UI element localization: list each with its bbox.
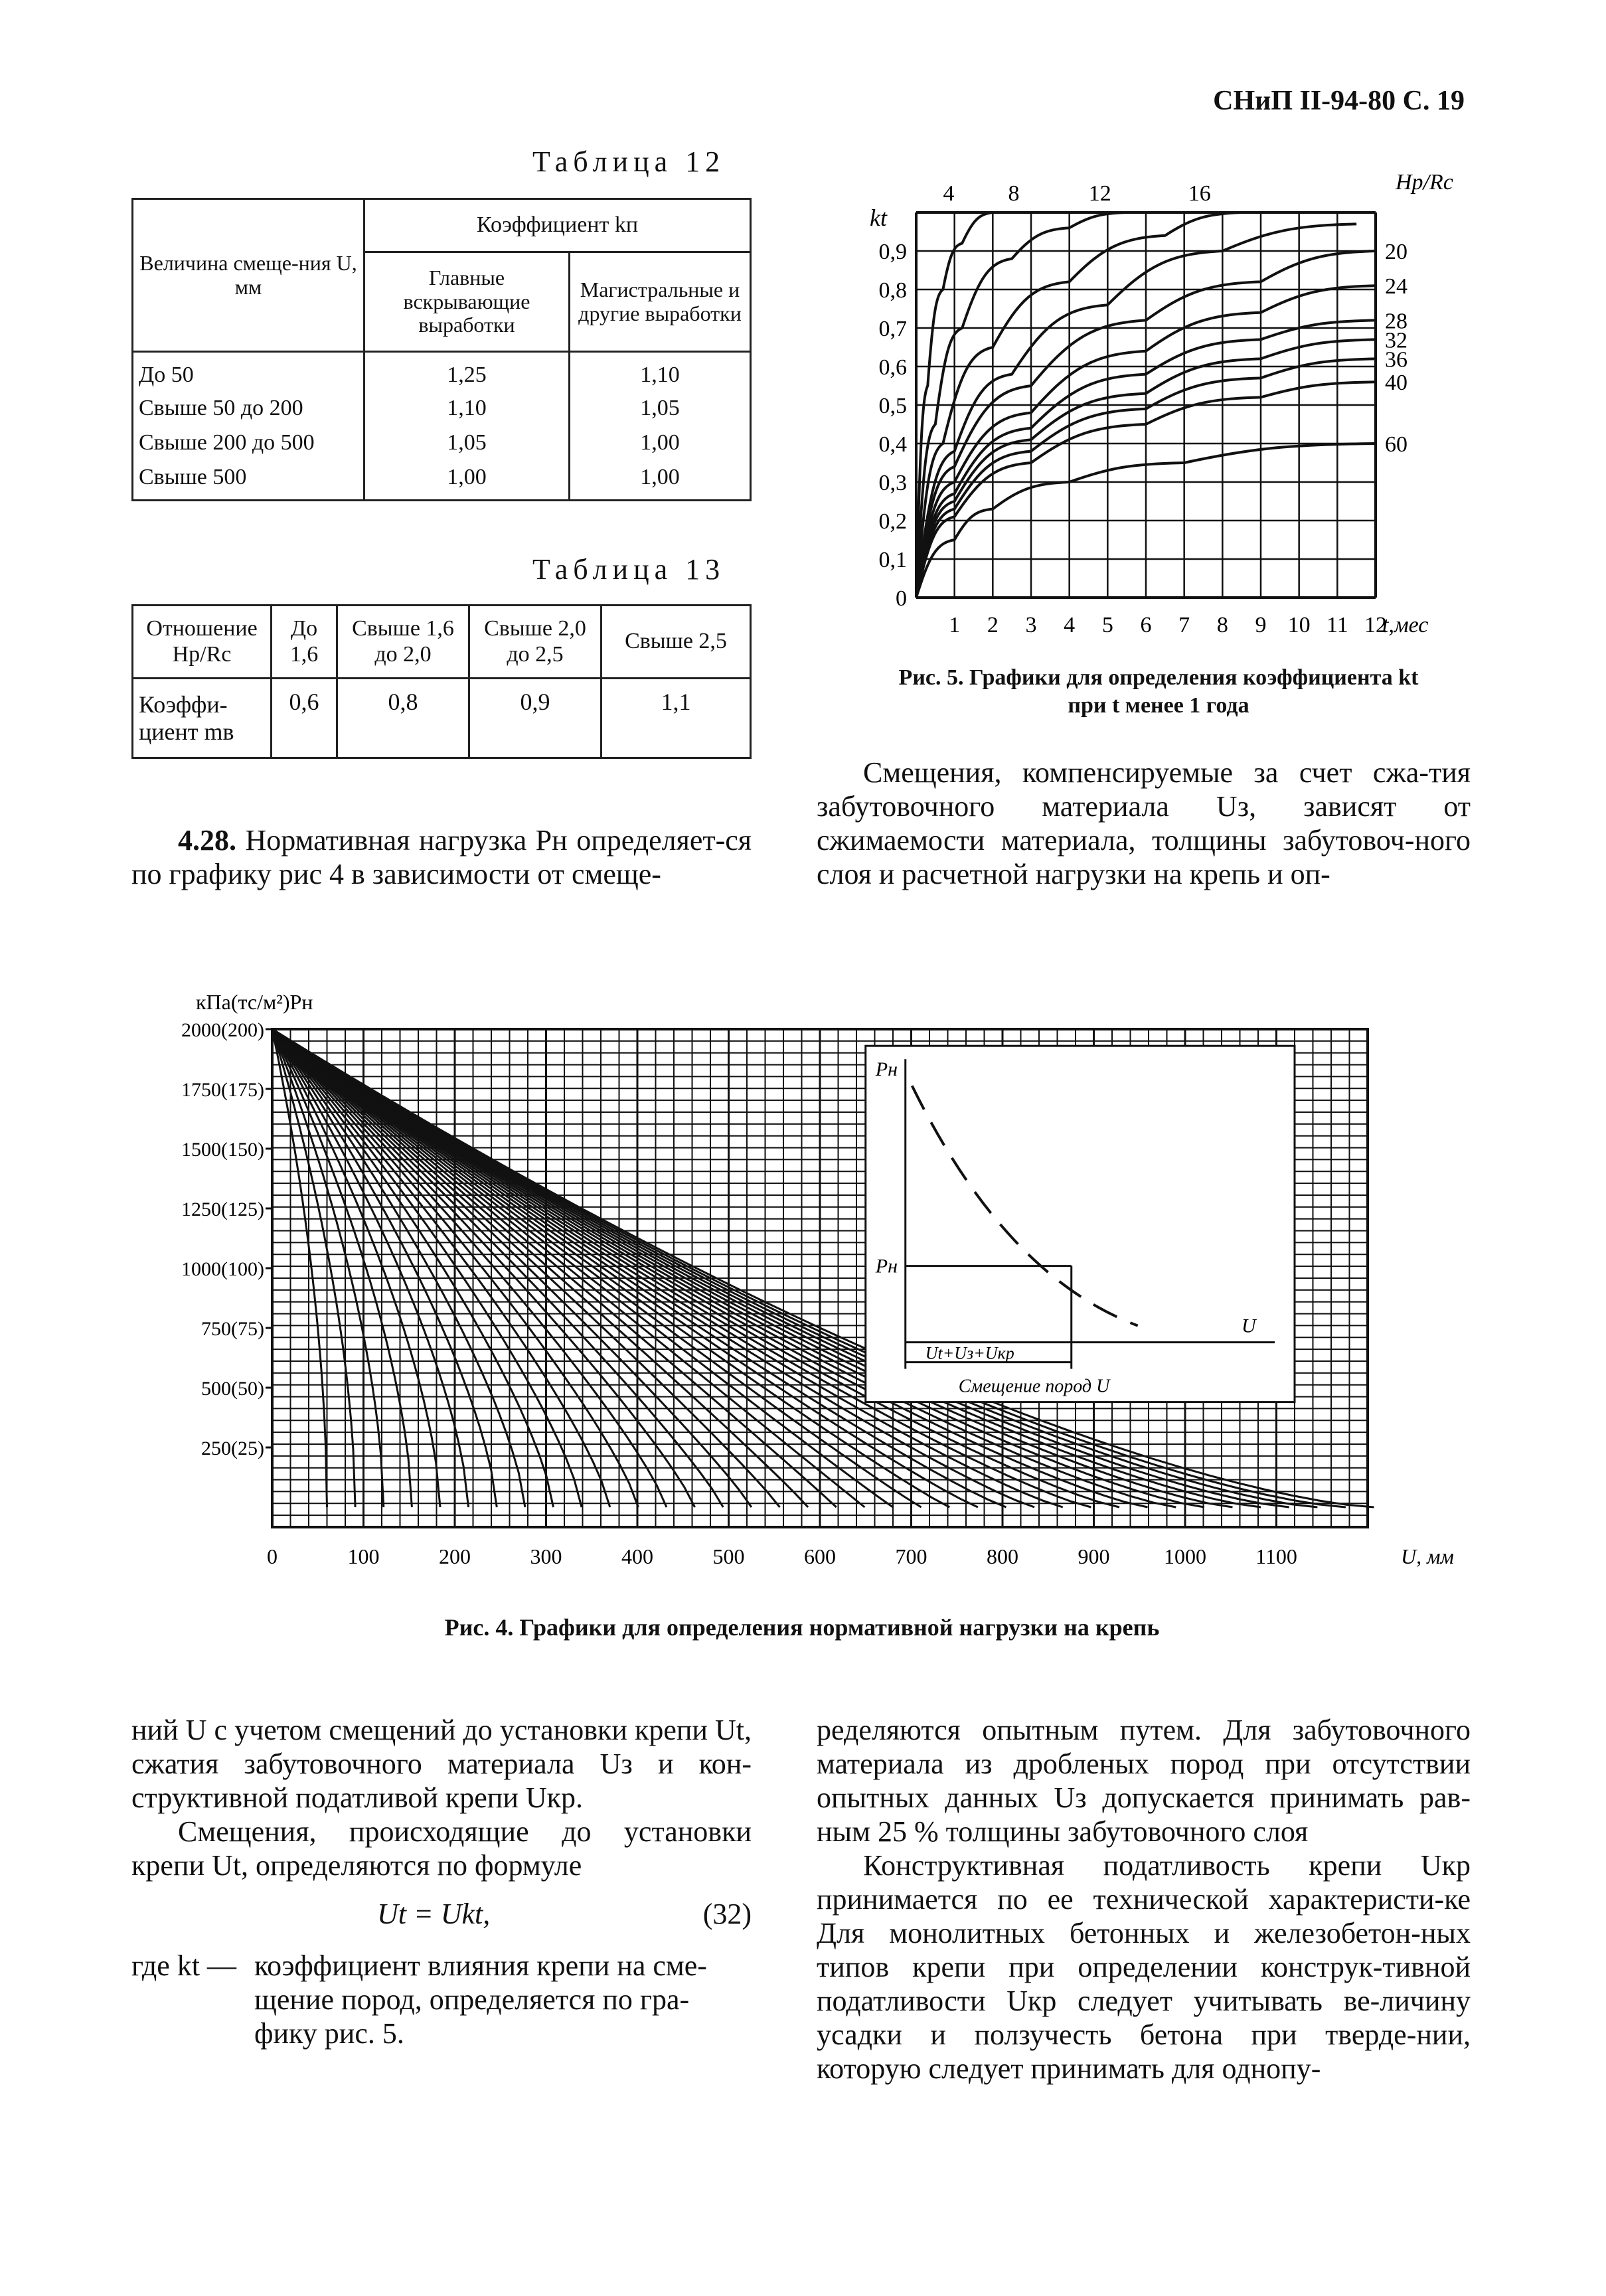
formula-number: (32) bbox=[702, 1898, 752, 1930]
where-text: коэффициент влияния крепи на сме-щение пород, определяется по гра-фику рис. 5. bbox=[254, 1949, 707, 2050]
table12-row-label: Свыше 50 до 200 bbox=[133, 392, 364, 426]
y-tick-label: 0,8 bbox=[878, 278, 907, 303]
x-tick-label: 4 bbox=[1064, 613, 1076, 637]
table12-cell: 1,05 bbox=[570, 392, 751, 426]
table13-header: Свыше 2,5 bbox=[602, 606, 751, 679]
table12-row-label: Свыше 500 bbox=[133, 461, 364, 501]
figure-4-caption: Рис. 4. Графики для определения нормативной нагрузки на крепь bbox=[444, 1614, 1160, 1641]
y-tick-label: 1750(175) bbox=[181, 1079, 264, 1101]
table12-cell: 1,00 bbox=[570, 426, 751, 461]
table12-cell: 1,00 bbox=[364, 461, 570, 501]
para-text: Нормативная нагрузка Pн определяет-ся по графику рис 4 в зависимости от смеще- bbox=[131, 824, 752, 890]
x-tick-label: 500 bbox=[712, 1544, 745, 1568]
formula-32: Ut = Ukt, bbox=[377, 1898, 491, 1930]
ratio-label: Hр/Rс bbox=[1396, 170, 1453, 195]
curve-right-label: 32 bbox=[1385, 328, 1407, 353]
y-tick-label: 1500(150) bbox=[181, 1139, 264, 1161]
page-header: СНиП II-94-80 С. 19 bbox=[1213, 86, 1465, 116]
inset-label-p2: Pн bbox=[875, 1255, 898, 1277]
curve-top-label: 4 bbox=[943, 181, 955, 206]
y-tick-label: 0,3 bbox=[878, 471, 907, 495]
bottom-right-column bbox=[817, 1713, 1471, 2086]
x-tick-label: 400 bbox=[621, 1544, 653, 1568]
x-tick-label: 6 bbox=[1140, 613, 1152, 637]
curve-right-label: 40 bbox=[1385, 370, 1407, 396]
y-tick-label: 250(25) bbox=[201, 1437, 264, 1459]
table-12 bbox=[131, 198, 752, 501]
y-tick-label: 2000(200) bbox=[181, 1019, 264, 1041]
table12-row-label: До 50 bbox=[133, 352, 364, 392]
caption-line-2: при t менее 1 года bbox=[1068, 693, 1249, 718]
x-tick-label: 0 bbox=[267, 1544, 278, 1568]
x-tick-label: 2 bbox=[987, 613, 999, 637]
curve-top-label: 16 bbox=[1188, 181, 1211, 206]
x-tick-label: 800 bbox=[987, 1544, 1018, 1568]
x-axis-label: t,мес bbox=[1382, 613, 1429, 637]
x-tick-label: 900 bbox=[1078, 1544, 1110, 1568]
x-tick-label: 100 bbox=[347, 1544, 380, 1568]
y-axis-label: кПа(тс/м²)Pн bbox=[196, 990, 313, 1014]
y-tick-label: 0 bbox=[896, 586, 907, 611]
table12-cell: 1,05 bbox=[364, 426, 570, 461]
inset-label-sum: Ut+Uз+Uкр bbox=[925, 1343, 1014, 1363]
y-axis-label: kt bbox=[870, 205, 887, 231]
y-tick-label: 0,6 bbox=[878, 355, 907, 380]
curve-right-label: 36 bbox=[1385, 347, 1407, 372]
table13-header: Отношение Hр/Rс bbox=[133, 606, 272, 679]
br-paragraph-2: Конструктивная податливость крепи Uкр принимается по ее технической характеристи-ке Для монолитных бетонных и железобетон-ных типов крепи при определении конструк-тивной податливости Uкр следует учитывать ве-личину усадки и ползучесть бетона при тверде-нии, которую следует принимать для однопу- bbox=[817, 1849, 1471, 2085]
y-tick-label: 0,4 bbox=[878, 432, 907, 457]
x-tick-label: 5 bbox=[1101, 613, 1113, 637]
inset-label-u: U bbox=[1242, 1315, 1256, 1337]
paragraph-right-top: Смещения, компенсируемые за счет сжа-тия забутовочного материала Uз, зависят от сжимаемости материала, толщины забутовоч-ного слоя и расчетной нагрузки на крепь и оп- bbox=[817, 756, 1471, 890]
x-axis-label: U, мм bbox=[1401, 1544, 1454, 1568]
figure-5-chart bbox=[843, 146, 1481, 651]
curve-right-label: 24 bbox=[1385, 274, 1407, 299]
figure-4-chart bbox=[120, 983, 1461, 1580]
x-tick-label: 1000 bbox=[1164, 1544, 1206, 1568]
curve-top-label: 8 bbox=[1008, 181, 1020, 206]
where-clause bbox=[131, 1949, 752, 2050]
x-tick-label: 7 bbox=[1178, 613, 1190, 637]
y-tick-label: 750(75) bbox=[201, 1318, 264, 1340]
bottom-left-column bbox=[131, 1713, 752, 2050]
table12-col3-header: Магистральные и другие выработки bbox=[570, 252, 751, 352]
x-tick-label: 300 bbox=[530, 1544, 562, 1568]
table12-row-label: Свыше 200 до 500 bbox=[133, 426, 364, 461]
x-tick-label: 600 bbox=[804, 1544, 836, 1568]
x-tick-label: 200 bbox=[439, 1544, 471, 1568]
bl-paragraph-1: ний U с учетом смещений до установки крепи Ut, сжатия забутовочного материала Uз и кон-структивной податливой крепи Uкр. bbox=[131, 1714, 752, 1814]
x-tick-label: 11 bbox=[1326, 613, 1348, 637]
curve-top-label: 12 bbox=[1088, 181, 1111, 206]
table12-caption: Таблица 12 bbox=[532, 145, 726, 178]
y-tick-label: 1000(100) bbox=[181, 1258, 264, 1280]
table12-group-header: Коэффициент kп bbox=[364, 199, 751, 252]
inset-label-shift: Смещение пород U bbox=[958, 1376, 1110, 1397]
x-tick-label: 8 bbox=[1216, 613, 1228, 637]
x-tick-label: 1 bbox=[949, 613, 961, 637]
formula-row bbox=[131, 1882, 752, 1949]
table12-cell: 1,00 bbox=[570, 461, 751, 501]
x-tick-label: 700 bbox=[895, 1544, 927, 1568]
table13-cell: 0,6 bbox=[272, 679, 337, 758]
x-tick-label: 3 bbox=[1025, 613, 1037, 637]
bl-paragraph-2: Смещения, происходящие до установки крепи Ut, определяются по формуле bbox=[131, 1815, 752, 1882]
table13-cell: 0,8 bbox=[337, 679, 469, 758]
curve-right-label: 20 bbox=[1385, 240, 1407, 264]
paragraph-4-28 bbox=[131, 823, 752, 891]
table13-header: Свыше 2,0 до 2,5 bbox=[469, 606, 602, 679]
table13-cell: 0,9 bbox=[469, 679, 602, 758]
table13-header: До 1,6 bbox=[272, 606, 337, 679]
figure-5-caption bbox=[830, 664, 1487, 720]
table13-cell: 1,1 bbox=[602, 679, 751, 758]
para-number: 4.28. bbox=[178, 824, 236, 857]
caption-line-1: Рис. 5. Графики для определения коэффициента kt bbox=[898, 665, 1419, 690]
curve-right-label: 60 bbox=[1385, 432, 1407, 457]
table12-col2-header: Главные вскрывающие выработки bbox=[364, 252, 570, 352]
where-label: где kt — bbox=[131, 1949, 236, 1982]
table12-cell: 1,10 bbox=[570, 352, 751, 392]
x-tick-label: 9 bbox=[1255, 613, 1267, 637]
x-tick-label: 10 bbox=[1287, 613, 1311, 637]
y-tick-label: 0,2 bbox=[878, 509, 907, 534]
y-tick-label: 0,5 bbox=[878, 394, 907, 418]
table12-col1-header: Величина смеще-ния U, мм bbox=[133, 199, 364, 352]
y-tick-label: 0,1 bbox=[878, 548, 907, 572]
x-tick-label: 1100 bbox=[1255, 1544, 1297, 1568]
y-tick-label: 1250(125) bbox=[181, 1198, 264, 1220]
y-tick-label: 0,9 bbox=[878, 240, 907, 264]
curve-right-label: 28 bbox=[1385, 309, 1407, 334]
inset-label-p1: Pн bbox=[875, 1058, 898, 1081]
table12-cell: 1,10 bbox=[364, 392, 570, 426]
x-tick-label: 12 bbox=[1364, 613, 1387, 637]
table13-row-label: Коэффи-циент mв bbox=[133, 679, 272, 758]
y-tick-label: 500(50) bbox=[201, 1378, 264, 1400]
y-tick-label: 0,7 bbox=[878, 317, 907, 341]
table-13 bbox=[131, 604, 752, 759]
table13-caption: Таблица 13 bbox=[532, 553, 726, 586]
table12-cell: 1,25 bbox=[364, 352, 570, 392]
br-paragraph-1: ределяются опытным путем. Для забутовочного материала из дробленых пород при отсутствии опытных данных Uз допускается принимать рав-ным 25 % толщины забутовочного слоя bbox=[817, 1714, 1471, 1848]
table13-header: Свыше 1,6 до 2,0 bbox=[337, 606, 469, 679]
